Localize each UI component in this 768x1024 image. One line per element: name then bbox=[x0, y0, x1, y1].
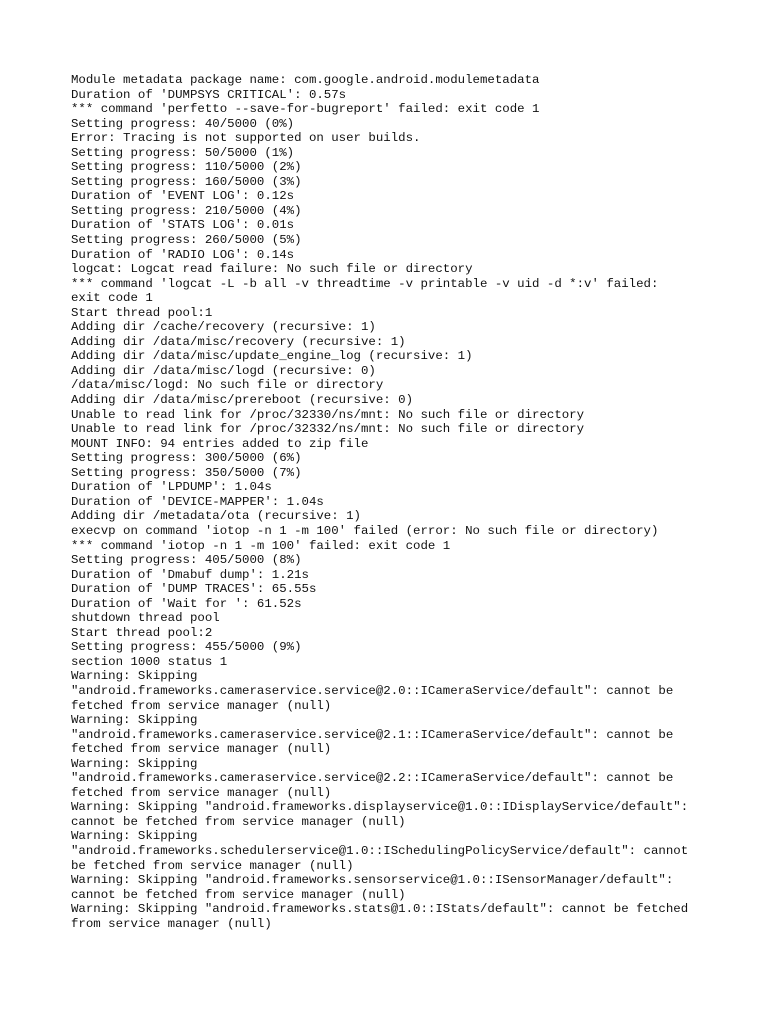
log-line: Warning: Skipping "android.frameworks.stats@1.0::IStats/default": cannot be fetched bbox=[71, 902, 689, 917]
log-line: Setting progress: 50/5000 (1%) bbox=[71, 145, 295, 160]
log-line: Setting progress: 405/5000 (8%) bbox=[71, 553, 302, 568]
log-line: logcat: Logcat read failure: No such file or directory bbox=[71, 262, 473, 277]
log-line: Start thread pool:2 bbox=[71, 625, 213, 640]
log-line: Warning: Skipping bbox=[71, 756, 198, 771]
log-line: *** command 'iotop -n 1 -m 100' failed: exit code 1 bbox=[71, 538, 451, 553]
log-line: MOUNT INFO: 94 entries added to zip file bbox=[71, 436, 369, 451]
log-line: Adding dir /data/misc/logd (recursive: 0) bbox=[71, 363, 376, 378]
log-line: Setting progress: 210/5000 (4%) bbox=[71, 203, 302, 218]
log-line: fetched from service manager (null) bbox=[71, 785, 332, 800]
log-line: cannot be fetched from service manager (null) bbox=[71, 814, 406, 829]
log-line: Setting progress: 110/5000 (2%) bbox=[71, 160, 302, 175]
log-line: Duration of 'Wait for ': 61.52s bbox=[71, 596, 302, 611]
log-line: Unable to read link for /proc/32332/ns/mnt: No such file or directory bbox=[71, 422, 585, 437]
log-line: Warning: Skipping bbox=[71, 829, 198, 844]
log-line: Duration of 'LPDUMP': 1.04s bbox=[71, 480, 272, 495]
log-line: Setting progress: 160/5000 (3%) bbox=[71, 174, 302, 189]
log-line: Module metadata package name: com.google.android.modulemetadata bbox=[71, 73, 540, 87]
log-line: Warning: Skipping "android.frameworks.sensorservice@1.0::ISensorManager/default": bbox=[71, 873, 674, 888]
log-line: Adding dir /metadata/ota (recursive: 1) bbox=[71, 509, 361, 524]
log-line: fetched from service manager (null) bbox=[71, 698, 332, 713]
log-text-block bbox=[71, 73, 711, 931]
log-line: Error: Tracing is not supported on user builds. bbox=[71, 131, 421, 146]
log-line: Adding dir /data/misc/prereboot (recursive: 0) bbox=[71, 393, 414, 408]
log-line: cannot be fetched from service manager (null) bbox=[71, 887, 406, 902]
log-line: Adding dir /cache/recovery (recursive: 1) bbox=[71, 320, 376, 335]
log-line: Duration of 'DUMP TRACES': 65.55s bbox=[71, 582, 317, 597]
log-line: "android.frameworks.schedulerservice@1.0::ISchedulingPolicyService/default": cannot bbox=[71, 843, 689, 858]
log-line: Duration of 'Dmabuf dump': 1.21s bbox=[71, 567, 309, 582]
log-line: *** command 'perfetto --save-for-bugreport' failed: exit code 1 bbox=[71, 102, 540, 117]
log-line: "android.frameworks.cameraservice.service@2.2::ICameraService/default": cannot be bbox=[71, 771, 674, 786]
log-line: "android.frameworks.cameraservice.service@2.0::ICameraService/default": cannot be bbox=[71, 683, 674, 698]
log-line: Duration of 'DEVICE-MAPPER': 1.04s bbox=[71, 494, 324, 509]
log-line: from service manager (null) bbox=[71, 916, 272, 931]
log-line: Warning: Skipping "android.frameworks.displayservice@1.0::IDisplayService/default": bbox=[71, 800, 689, 815]
log-line: Adding dir /data/misc/update_engine_log (recursive: 1) bbox=[71, 349, 473, 364]
log-line: Setting progress: 40/5000 (0%) bbox=[71, 116, 295, 131]
log-line: execvp on command 'iotop -n 1 -m 100' failed (error: No such file or directory) bbox=[71, 523, 659, 538]
log-line: shutdown thread pool bbox=[71, 611, 220, 626]
log-line: Setting progress: 260/5000 (5%) bbox=[71, 233, 302, 248]
log-line: exit code 1 bbox=[71, 291, 153, 306]
log-line: /data/misc/logd: No such file or directory bbox=[71, 378, 384, 393]
log-line: Warning: Skipping bbox=[71, 713, 198, 728]
log-line: fetched from service manager (null) bbox=[71, 742, 332, 757]
log-line: Unable to read link for /proc/32330/ns/mnt: No such file or directory bbox=[71, 407, 585, 422]
log-line: Duration of 'DUMPSYS CRITICAL': 0.57s bbox=[71, 87, 347, 102]
log-line: Duration of 'EVENT LOG': 0.12s bbox=[71, 189, 295, 204]
log-line: Setting progress: 350/5000 (7%) bbox=[71, 465, 302, 480]
log-line: section 1000 status 1 bbox=[71, 654, 228, 669]
log-line: Duration of 'STATS LOG': 0.01s bbox=[71, 218, 295, 233]
log-line: "android.frameworks.cameraservice.service@2.1::ICameraService/default": cannot be bbox=[71, 727, 674, 742]
log-line: *** command 'logcat -L -b all -v threadtime -v printable -v uid -d *:v' failed: bbox=[71, 276, 659, 291]
log-line: Warning: Skipping bbox=[71, 669, 198, 684]
log-line: Adding dir /data/misc/recovery (recursive: 1) bbox=[71, 334, 406, 349]
log-line: Setting progress: 455/5000 (9%) bbox=[71, 640, 302, 655]
log-line: Duration of 'RADIO LOG': 0.14s bbox=[71, 247, 295, 262]
log-line: be fetched from service manager (null) bbox=[71, 858, 354, 873]
log-line: Setting progress: 300/5000 (6%) bbox=[71, 451, 302, 466]
log-line: Start thread pool:1 bbox=[71, 305, 213, 320]
